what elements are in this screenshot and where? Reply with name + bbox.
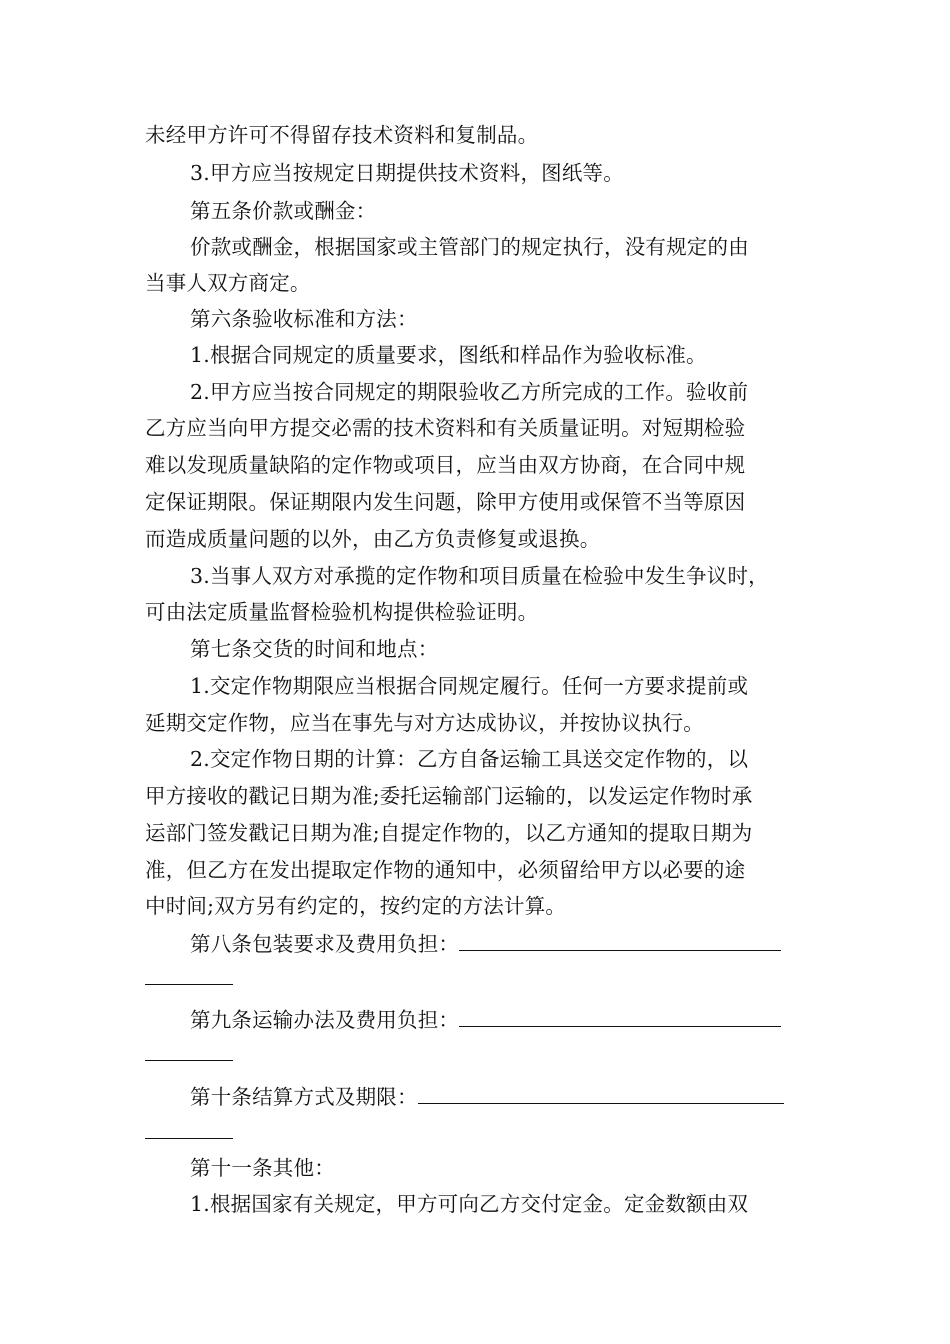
paragraph-line: 3.当事人双方对承揽的定作物和项目质量在检验中发生争议时， [190, 564, 769, 588]
section-heading: 第七条交货的时间和地点： [190, 637, 439, 661]
paragraph-line: 中时间;双方另有约定的，按约定的方法计算。 [145, 894, 567, 918]
paragraph-line: 1.根据合同规定的质量要求，图纸和样品作为验收标准。 [190, 343, 707, 367]
fill-in-blank-continuation[interactable] [145, 984, 233, 985]
section-heading: 第六条验收标准和方法： [190, 307, 418, 331]
paragraph-line: 定保证期限。保证期限内发生问题，除甲方使用或保管不当等原因 [145, 490, 746, 514]
paragraph-line: 2.甲方应当按合同规定的期限验收乙方所完成的工作。验收前 [190, 380, 749, 404]
heading-text: 第九条运输办法及费用负担： [190, 1008, 460, 1032]
fill-in-blank[interactable] [418, 1083, 784, 1104]
paragraph-line: 2.交定作物日期的计算：乙方自备运输工具送交定作物的，以 [190, 747, 749, 771]
fill-in-blank-continuation[interactable] [145, 1138, 233, 1139]
paragraph-line: 难以发现质量缺陷的定作物或项目，应当由双方协商，在合同中规 [145, 453, 746, 477]
paragraph-line: 未经甲方许可不得留存技术资料和复制品。 [145, 123, 539, 147]
fill-in-blank[interactable] [459, 1006, 781, 1027]
section-heading [190, 1006, 781, 1033]
heading-text: 第十条结算方式及期限： [190, 1085, 418, 1109]
paragraph-line: 可由法定质量监督检验机构提供检验证明。 [145, 600, 539, 624]
paragraph-line: 1.根据国家有关规定，甲方可向乙方交付定金。定金数额由双 [190, 1192, 749, 1216]
paragraph-line: 延期交定作物，应当在事先与对方达成协议，并按协议执行。 [145, 711, 704, 735]
section-heading [190, 930, 781, 957]
paragraph-line: 1.交定作物期限应当根据合同规定履行。任何一方要求提前或 [190, 674, 749, 698]
heading-text: 第八条包装要求及费用负担： [190, 932, 460, 956]
paragraph-line: 乙方应当向甲方提交必需的技术资料和有关质量证明。对短期检验 [145, 416, 746, 440]
paragraph-line: 甲方接收的戳记日期为准;委托运输部门运输的，以发运定作物时承 [145, 784, 753, 808]
section-heading: 第五条价款或酬金： [190, 199, 377, 223]
fill-in-blank-continuation[interactable] [145, 1060, 233, 1061]
paragraph-line: 准，但乙方在发出提取定作物的通知中，必须留给甲方以必要的途 [145, 858, 746, 882]
fill-in-blank[interactable] [459, 930, 781, 951]
paragraph-line: 3.甲方应当按规定日期提供技术资料，图纸等。 [190, 161, 624, 185]
section-heading [190, 1083, 784, 1110]
paragraph-line: 价款或酬金，根据国家或主管部门的规定执行，没有规定的由 [190, 235, 749, 259]
paragraph-line: 运部门签发戳记日期为准;自提定作物的，以乙方通知的提取日期为 [145, 821, 753, 845]
paragraph-line: 当事人双方商定。 [145, 271, 311, 295]
section-heading: 第十一条其他： [190, 1156, 335, 1180]
paragraph-line: 而造成质量问题的以外，由乙方负责修复或退换。 [145, 527, 601, 551]
